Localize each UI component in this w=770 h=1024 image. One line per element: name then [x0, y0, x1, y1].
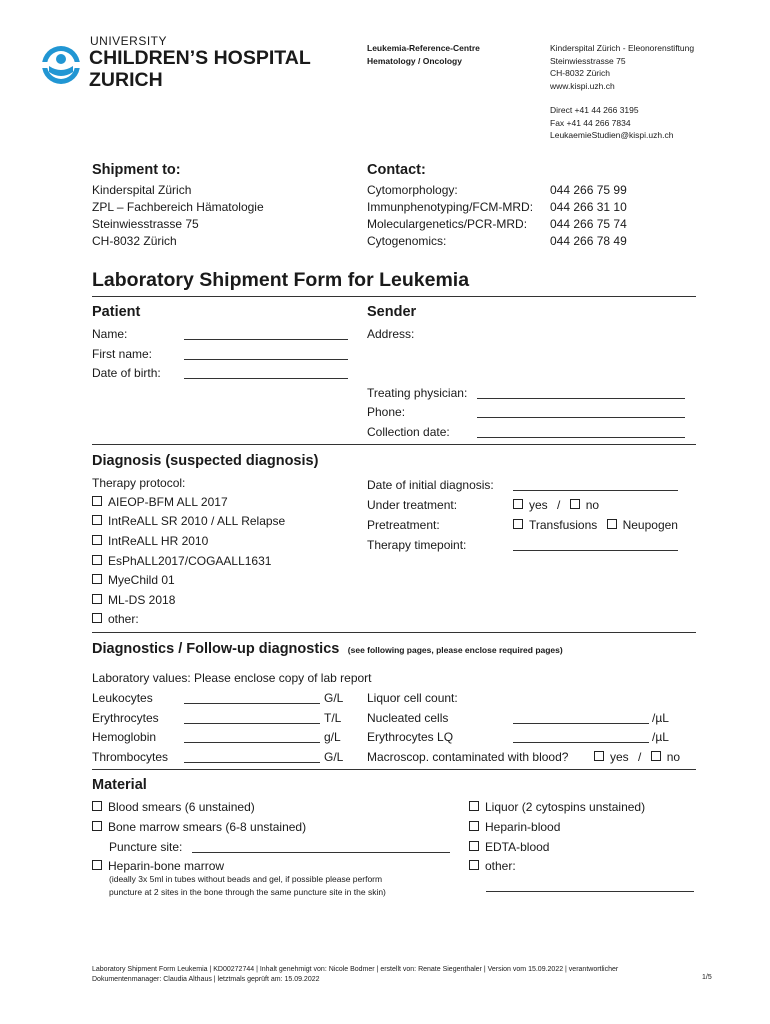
protocol-option[interactable] [92, 495, 228, 509]
email-link[interactable]: LeukaemieStudien@kispi.uzh.ch [550, 130, 674, 140]
material-label: Heparin-bone marrow [108, 859, 225, 873]
contact-row [367, 182, 647, 199]
physician-label: Treating physician: [367, 386, 468, 400]
title-divider [92, 296, 696, 297]
contact-label: Cytomorphology: [367, 183, 458, 197]
protocol-option[interactable] [92, 612, 139, 626]
section-divider [92, 769, 696, 770]
checkbox-icon[interactable] [92, 555, 102, 565]
nucleated-unit: /µL [652, 711, 669, 725]
therapy-protocol-label: Therapy protocol: [92, 476, 186, 490]
under-treatment-label: Under treatment: [367, 498, 458, 512]
contact-row [367, 233, 647, 250]
contact-phone: 044 266 78 49 [550, 234, 627, 248]
contact-list [367, 182, 647, 250]
sender-phone-label: Phone: [367, 405, 406, 419]
puncture-site-label: Puncture site: [109, 840, 183, 854]
checkbox-icon[interactable] [92, 860, 102, 870]
form-title: Laboratory Shipment Form for Leukemia [92, 269, 470, 291]
address-line: Steinwiesstrasse 75 [550, 55, 626, 66]
checkbox-icon[interactable] [92, 515, 102, 525]
liquor-label: Liquor cell count: [367, 691, 458, 705]
section-divider [92, 444, 696, 445]
ery-lq-field[interactable] [513, 742, 649, 743]
shipment-address [92, 182, 264, 250]
protocol-option[interactable] [92, 554, 271, 568]
page-number: 1/5 [702, 974, 712, 981]
pretreatment-label: Pretreatment: [367, 518, 440, 532]
checkbox-icon[interactable] [607, 519, 617, 529]
protocol-option[interactable] [92, 534, 208, 548]
thrombocytes-label: Thrombocytes [92, 750, 169, 764]
patient-name-field[interactable] [184, 339, 348, 340]
diagnostics-heading: Diagnostics / Follow-up diagnostics [92, 641, 340, 657]
macroscop-label: Macroscop. contaminated with blood? [367, 750, 569, 764]
material-option[interactable] [469, 859, 516, 873]
hemoglobin-label: Hemoglobin [92, 730, 157, 744]
thrombocytes-field[interactable] [184, 762, 320, 763]
nucleated-label: Nucleated cells [367, 711, 449, 725]
ery-lq-unit: /µL [652, 730, 669, 744]
diagnostics-heading-row [92, 640, 563, 658]
diagnostics-note: (see following pages, please enclose required pages) [347, 645, 563, 655]
footer-line: Laboratory Shipment Form Leukemia | KD00272744 | Inhalt genehmigt von: Nicole Bodmer | erstellt von: Renate Siegenthaler | Version vom 15.09.2022 | verantwortlicher [92, 966, 619, 973]
material-label: EDTA-blood [485, 840, 550, 854]
sender-address-label: Address: [367, 327, 415, 341]
footer-text [92, 965, 692, 984]
checkbox-icon[interactable] [469, 841, 479, 851]
checkbox-icon[interactable] [469, 801, 479, 811]
initial-diagnosis-field[interactable] [513, 490, 678, 491]
checkbox-icon[interactable] [594, 751, 604, 761]
protocol-label: other: [108, 612, 139, 626]
section-divider [92, 632, 696, 633]
checkbox-icon[interactable] [92, 574, 102, 584]
contact-row [367, 216, 647, 233]
shipment-line: Steinwiesstrasse 75 [92, 217, 199, 231]
pretreatment-options [513, 518, 678, 532]
contact-phone: 044 266 31 10 [550, 200, 627, 214]
material-option[interactable] [469, 840, 549, 854]
checkbox-icon[interactable] [92, 821, 102, 831]
address-line: CH-8032 Zürich [550, 68, 610, 78]
hospital-address [550, 42, 694, 142]
checkbox-icon[interactable] [92, 613, 102, 623]
department-block [367, 42, 480, 67]
material-heading: Material [92, 777, 147, 793]
lab-values-label: Laboratory values: Please enclose copy of lab report [92, 671, 372, 685]
protocol-label: EsPhALL2017/COGAALL1631 [108, 554, 272, 568]
neupogen-label: Neupogen [622, 518, 678, 532]
puncture-site-field[interactable] [192, 852, 450, 853]
slash: / [638, 750, 642, 764]
hospital-logo [40, 44, 82, 86]
checkbox-icon[interactable] [469, 821, 479, 831]
protocol-label: IntReALL SR 2010 / ALL Relapse [108, 514, 286, 528]
checkbox-icon[interactable] [513, 499, 523, 509]
protocol-label: MyeChild 01 [108, 573, 175, 587]
leukocytes-unit: G/L [324, 691, 344, 705]
material-option[interactable] [92, 800, 255, 814]
heparin-note-line: (ideally 3x 5ml in tubes without beads and gel, if possible please perform [109, 874, 383, 884]
material-label: Heparin-blood [485, 820, 561, 834]
footer-line: Dokumentenmanager: Claudia Althaus | letztmals geprüft am: 15.09.2022 [92, 975, 320, 983]
sender-phone-field[interactable] [477, 417, 685, 418]
logo-childrens-hospital: CHILDREN’S HOSPITAL [89, 47, 311, 69]
transfusions-label: Transfusions [529, 518, 598, 532]
nucleated-field[interactable] [513, 723, 649, 724]
children-logo-icon [40, 44, 82, 86]
patient-dob-field[interactable] [184, 378, 348, 379]
contact-label: Cytogenomics: [367, 234, 447, 248]
therapy-timepoint-label: Therapy timepoint: [367, 538, 467, 552]
material-label: Bone marrow smears (6-8 unstained) [108, 820, 307, 834]
material-option[interactable] [92, 859, 224, 873]
protocol-label: AIEOP-BFM ALL 2017 [108, 495, 228, 509]
slash: / [557, 498, 561, 512]
patient-firstname-field[interactable] [184, 359, 348, 360]
no-label: no [666, 750, 681, 764]
collection-date-label: Collection date: [367, 425, 450, 439]
erythrocytes-field[interactable] [184, 723, 320, 724]
macroscop-options [594, 750, 680, 764]
dept-line-2: Hematology / Oncology [367, 55, 462, 66]
material-label: other: [485, 859, 516, 873]
heparin-note-line: puncture at 2 sites in the bone through the same puncture site in the skin) [109, 886, 386, 897]
checkbox-icon[interactable] [469, 860, 479, 870]
ery-lq-label: Erythrocytes LQ [367, 730, 454, 744]
yes-label: yes [529, 498, 548, 512]
no-label: no [585, 498, 600, 512]
shipment-heading: Shipment to: [92, 162, 181, 178]
material-option[interactable] [469, 800, 645, 814]
protocol-option[interactable] [92, 514, 285, 528]
dept-line-1: Leukemia-Reference-Centre [367, 43, 480, 53]
thrombocytes-unit: G/L [324, 750, 344, 764]
material-label: Liquor (2 cytospins unstained) [485, 800, 646, 814]
patient-name-label: Name: [92, 327, 128, 341]
contact-heading: Contact: [367, 162, 426, 178]
checkbox-icon[interactable] [92, 801, 102, 811]
shipment-line: Kinderspital Zürich [92, 183, 192, 197]
patient-heading: Patient [92, 304, 141, 320]
erythrocytes-unit: T/L [324, 711, 342, 725]
checkbox-icon[interactable] [513, 519, 523, 529]
yes-label: yes [610, 750, 629, 764]
therapy-timepoint-field[interactable] [513, 550, 678, 551]
patient-firstname-label: First name: [92, 347, 153, 361]
diagnosis-heading: Diagnosis (suspected diagnosis) [92, 453, 319, 469]
fax-number: Fax +41 44 266 7834 [550, 117, 631, 128]
checkbox-icon[interactable] [92, 535, 102, 545]
contact-phone: 044 266 75 99 [550, 183, 627, 197]
contact-label: Immunphenotyping/FCM-MRD: [367, 200, 534, 214]
direct-phone: Direct +41 44 266 3195 [550, 105, 639, 115]
logo-university: UNIVERSITY [90, 34, 168, 48]
heparin-note [109, 873, 386, 898]
initial-diagnosis-label: Date of initial diagnosis: [367, 478, 494, 492]
under-treatment-options [513, 498, 599, 512]
patient-dob-label: Date of birth: [92, 366, 161, 380]
checkbox-icon[interactable] [570, 499, 580, 509]
shipment-line: CH-8032 Zürich [92, 234, 177, 248]
material-other-field[interactable] [486, 891, 694, 892]
contact-label: Moleculargenetics/PCR-MRD: [367, 217, 528, 231]
website-link[interactable]: www.kispi.uzh.ch [550, 80, 615, 91]
material-option[interactable] [92, 820, 306, 834]
checkbox-icon[interactable] [651, 751, 661, 761]
contact-phone: 044 266 75 74 [550, 217, 627, 231]
checkbox-icon[interactable] [92, 496, 102, 506]
material-option[interactable] [469, 820, 560, 834]
protocol-label: IntReALL HR 2010 [108, 534, 209, 548]
sender-heading: Sender [367, 304, 417, 320]
hemoglobin-field[interactable] [184, 742, 320, 743]
leukocytes-field[interactable] [184, 703, 320, 704]
material-label: Blood smears (6 unstained) [108, 800, 255, 814]
address-line: Kinderspital Zürich - Eleonorenstiftung [550, 43, 695, 53]
collection-date-field[interactable] [477, 437, 685, 438]
hemoglobin-unit: g/L [324, 730, 341, 744]
leukocytes-label: Leukocytes [92, 691, 153, 705]
protocol-option[interactable] [92, 593, 175, 607]
erythrocytes-label: Erythrocytes [92, 711, 159, 725]
physician-field[interactable] [477, 398, 685, 399]
logo-zurich: ZURICH [89, 69, 163, 91]
shipment-line: ZPL – Fachbereich Hämatologie [92, 200, 264, 214]
protocol-option[interactable] [92, 573, 175, 587]
checkbox-icon[interactable] [92, 594, 102, 604]
protocol-label: ML-DS 2018 [108, 593, 176, 607]
contact-row [367, 199, 647, 216]
